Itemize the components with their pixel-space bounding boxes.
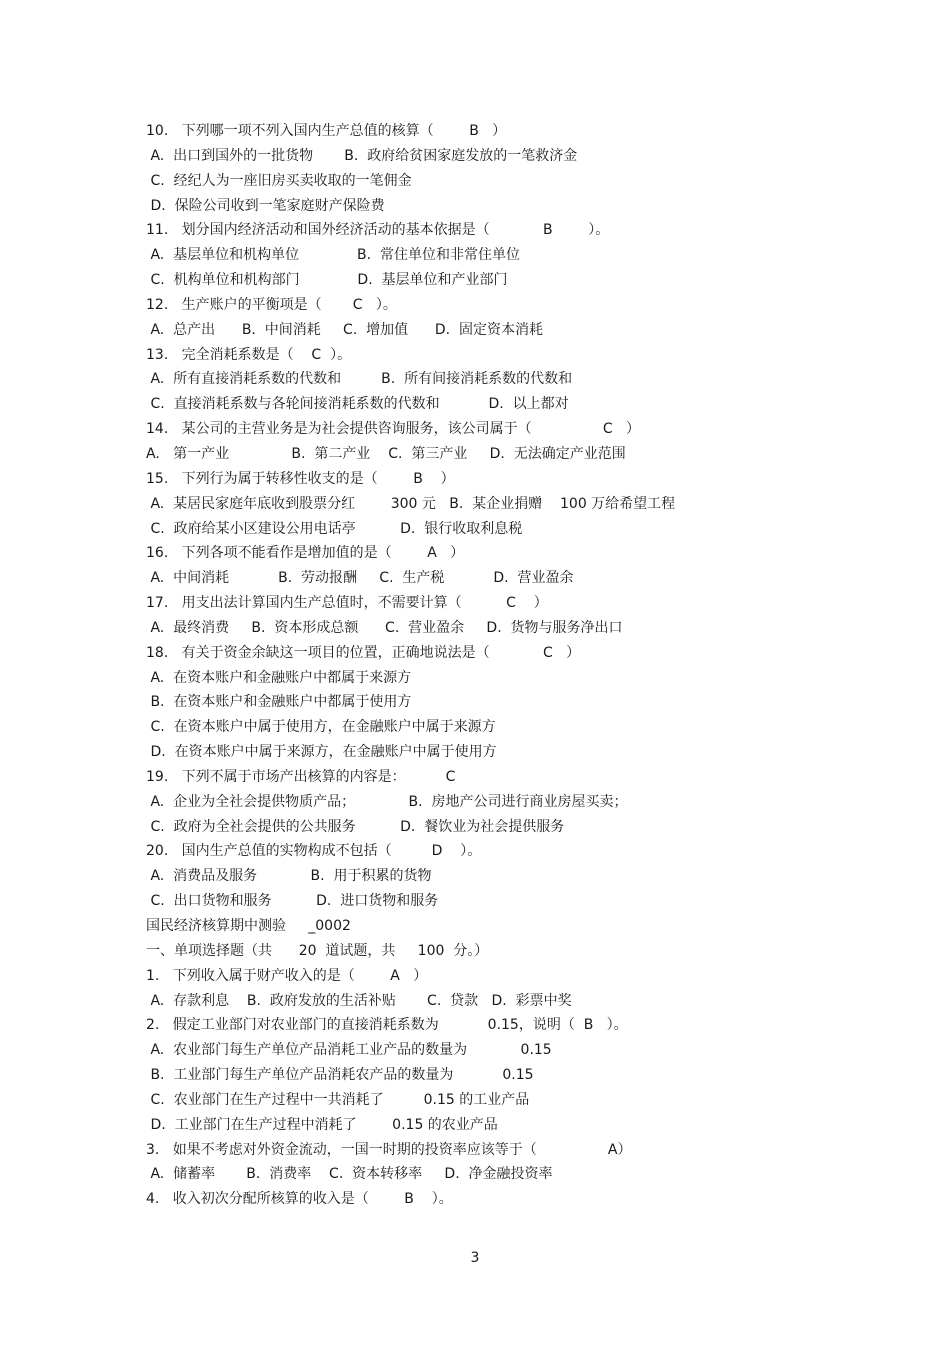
text-line: 12. 生产账户的平衡项是（ C ）。 — [146, 296, 397, 313]
text-line: A. 基层单位和机构单位 B. 常住单位和非常住单位 — [146, 247, 520, 264]
question-list — [146, 119, 866, 1212]
text-line: A. 企业为全社会提供物质产品； B. 房地产公司进行商业房屋买卖； — [146, 793, 628, 810]
text-line: C. 机构单位和机构部门 D. 基层单位和产业部门 — [146, 272, 508, 289]
text-line: A. 消费品及服务 B. 用于积累的货物 — [146, 868, 432, 885]
text-line: 15. 下列行为属于转移性收支的是（ B ） — [146, 470, 455, 487]
text-line: 4. 收入初次分配所核算的收入是（ B ）。 — [146, 1191, 453, 1208]
page-number: 3 — [470, 1250, 480, 1266]
text-line: 13. 完全消耗系数是（ C ）。 — [146, 346, 352, 363]
text-line: 3. 如果不考虑对外资金流动，一国一时期的投资率应该等于（ A） — [146, 1141, 632, 1158]
text-line: A. 出口到国外的一批货物 B. 政府给贫困家庭发放的一笔救济金 — [146, 147, 578, 164]
text-line: A. 农业部门每生产单位产品消耗工业产品的数量为 0.15 — [146, 1042, 552, 1059]
text-line: 16. 下列各项不能看作是增加值的是（ A ） — [146, 545, 465, 562]
text-line: C. 政府为全社会提供的公共服务 D. 餐饮业为社会提供服务 — [146, 818, 565, 835]
text-line: 10. 下列哪一项不列入国内生产总值的核算（ B ） — [146, 123, 507, 139]
text-line: D. 保险公司收到一笔家庭财产保险费 — [146, 197, 385, 214]
text-line: C. 经纪人为一座旧房买卖收取的一笔佣金 — [146, 172, 412, 189]
text-line: 一、单项选择题（共 20 道试题，共 100 分。） — [146, 942, 489, 959]
text-line: B. 在资本账户和金融账户中都属于使用方 — [146, 694, 412, 711]
text-line: A. 某居民家庭年底收到股票分红 300 元 B. 某企业捐赠 100 万给希望工程 — [146, 495, 676, 512]
text-line: A. 第一产业 B. 第二产业 C. 第三产业 D. 无法确定产业范围 — [146, 445, 626, 462]
text-line: C. 政府给某小区建设公用电话亭 D. 银行收取利息税 — [146, 520, 523, 537]
text-line: A. 中间消耗 B. 劳动报酬 C. 生产税 D. 营业盈余 — [146, 570, 574, 587]
text-line: 14. 某公司的主营业务是为社会提供咨询服务，该公司属于（ C ） — [146, 421, 640, 438]
text-line: A. 存款利息 B. 政府发放的生活补贴 C. 贷款 D. 彩票中奖 — [146, 992, 572, 1009]
text-line: A. 所有直接消耗系数的代数和 B. 所有间接消耗系数的代数和 — [146, 371, 573, 388]
text-line: 18. 有关于资金余缺这一项目的位置，正确地说法是（ C ） — [146, 644, 581, 661]
text-line: B. 工业部门每生产单位产品消耗农产品的数量为 0.15 — [146, 1067, 534, 1084]
text-line: C. 出口货物和服务 D. 进口货物和服务 — [146, 893, 439, 910]
text-line: C. 直接消耗系数与各轮间接消耗系数的代数和 D. 以上都对 — [146, 396, 569, 413]
text-line: 1. 下列收入属于财产收入的是（ A ） — [146, 967, 428, 984]
text-line: 19. 下列不属于市场产出核算的内容是： C — [146, 768, 456, 785]
text-line: D. 工业部门在生产过程中消耗了 0.15 的农业产品 — [146, 1116, 498, 1133]
text-line: C. 在资本账户中属于使用方，在金融账户中属于来源方 — [146, 719, 496, 736]
text-line: A. 最终消费 B. 资本形成总额 C. 营业盈余 D. 货物与服务净出口 — [146, 619, 623, 636]
text-line: 11. 划分国内经济活动和国外经济活动的基本依据是（ B ）。 — [146, 222, 610, 239]
text-line: 20. 国内生产总值的实物构成不包括（ D ）。 — [146, 843, 482, 860]
text-line: D. 在资本账户中属于来源方，在金融账户中属于使用方 — [146, 744, 497, 761]
text-line: A. 储蓄率 B. 消费率 C. 资本转移率 D. 净金融投资率 — [146, 1166, 553, 1183]
text-line: A. 总产出 B. 中间消耗 C. 增加值 D. 固定资本消耗 — [146, 321, 543, 338]
text-line: A. 在资本账户和金融账户中都属于来源方 — [146, 669, 412, 686]
text-line: 国民经济核算期中测验 _0002 — [146, 918, 351, 934]
text-line: C. 农业部门在生产过程中一共消耗了 0.15 的工业产品 — [146, 1091, 530, 1108]
text-line: 17. 用支出法计算国内生产总值时，不需要计算（ C ） — [146, 595, 548, 612]
text-line: 2. 假定工业部门对农业部门的直接消耗系数为 0.15，说明（ B ）。 — [146, 1017, 628, 1034]
